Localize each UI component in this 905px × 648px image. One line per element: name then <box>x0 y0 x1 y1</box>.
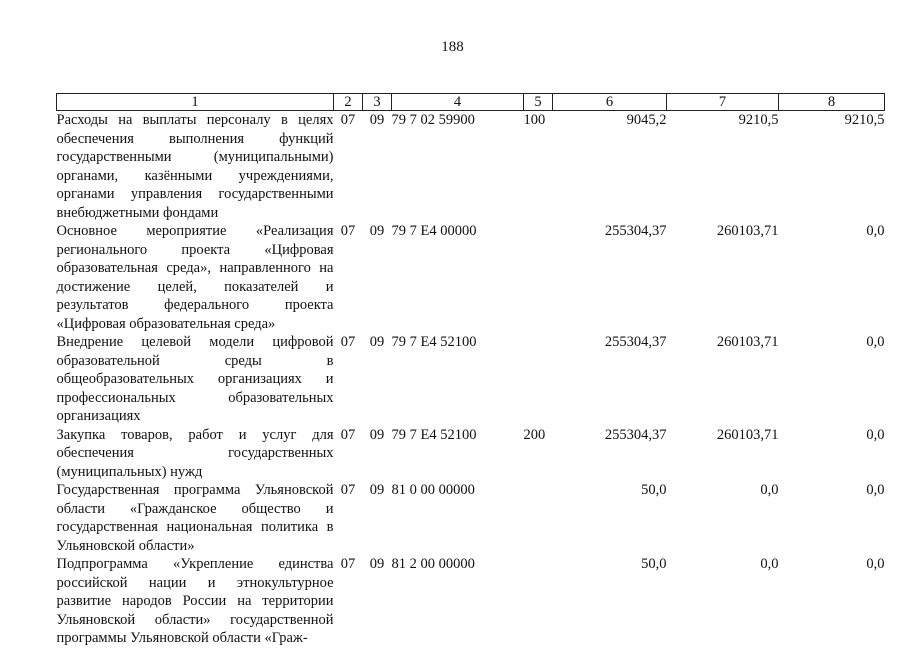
subsection-code: 09 <box>369 482 385 498</box>
page-number: 188 <box>441 39 464 55</box>
amount-col6: 50,0 <box>641 556 667 572</box>
section-code: 07 <box>340 112 356 128</box>
amount-col6: 9045,2 <box>626 112 667 128</box>
subsection-code: 09 <box>369 426 385 443</box>
subsection-code: 09 <box>369 223 385 239</box>
amount-col7: 260103,71 <box>716 334 779 350</box>
row-name: Основное мероприятие «Реализация регионального проекта «Цифровая образовательная среда», направленного на достижение целей, показателей и результатов федерального проекта «Цифровая образовательная среда» <box>56 223 334 332</box>
budget-table <box>56 93 885 648</box>
amount-col7: 260103,71 <box>716 426 779 443</box>
column-header: 6 <box>553 94 667 111</box>
amount-col6: 255304,37 <box>604 334 667 350</box>
target-article-code: 79 7 Е4 52100 <box>391 426 477 443</box>
section-code: 07 <box>340 556 356 572</box>
target-article-code: 79 7 Е4 52100 <box>391 334 477 350</box>
header-row <box>57 94 885 111</box>
amount-col6: 50,0 <box>641 482 667 498</box>
target-article-code: 81 0 00 00000 <box>391 482 475 498</box>
section-code: 07 <box>340 482 356 498</box>
amount-col8: 9210,5 <box>844 112 885 128</box>
row-name: Внедрение целевой модели цифровой образовательной среды в общеобразовательных организациях и профессиональных образовательных организациях <box>56 334 334 424</box>
amount-col8: 0,0 <box>866 426 885 443</box>
target-article-code: 79 7 Е4 00000 <box>391 223 477 239</box>
amount-col8: 0,0 <box>866 223 885 239</box>
section-code: 07 <box>340 426 356 443</box>
amount-col8: 0,0 <box>866 334 885 350</box>
table-row <box>57 333 885 426</box>
subsection-code: 09 <box>369 556 385 572</box>
subsection-code: 09 <box>369 334 385 350</box>
expense-type-code: 100 <box>523 112 546 128</box>
column-header: 2 <box>334 94 363 111</box>
section-code: 07 <box>340 223 356 239</box>
row-name: Подпрограмма «Укрепление единства российской нации и этнокультурное развитие народов России на территории Ульяновской области» государственной программы Ульяновской области «Граж- <box>56 556 334 646</box>
row-name: Расходы на выплаты персоналу в целях обеспечения выполнения функций государственными (муниципальными) органами, казёнными учреждениями, органами управления государственными внебюджетными фондами <box>56 112 334 221</box>
amount-col7: 260103,71 <box>716 223 779 239</box>
column-header: 7 <box>667 94 779 111</box>
amount-col8: 0,0 <box>866 482 885 498</box>
section-code: 07 <box>340 334 356 350</box>
column-header: 4 <box>392 94 524 111</box>
table-row <box>57 222 885 333</box>
subsection-code: 09 <box>369 112 385 128</box>
amount-col6: 255304,37 <box>604 426 667 443</box>
row-name: Государственная программа Ульяновской области «Гражданское общество и государственная национальная политика в Ульяновской области» <box>56 482 334 554</box>
amount-col7: 9210,5 <box>738 112 779 128</box>
expense-type-code: 200 <box>523 426 546 443</box>
target-article-code: 81 2 00 00000 <box>391 556 475 572</box>
row-name: Закупка товаров, работ и услуг для обеспечения государственных (муниципальных) нужд <box>56 426 334 480</box>
table-row <box>57 111 885 223</box>
table-row <box>57 555 885 648</box>
amount-col7: 0,0 <box>760 556 779 572</box>
table-row <box>57 481 885 555</box>
column-header: 8 <box>779 94 885 111</box>
expense-type-code <box>524 555 553 648</box>
table-row <box>57 426 885 482</box>
expense-type-code <box>524 222 553 333</box>
target-article-code: 79 7 02 59900 <box>391 112 475 128</box>
amount-col6: 255304,37 <box>604 223 667 239</box>
amount-col7: 0,0 <box>760 482 779 498</box>
column-header: 1 <box>57 94 334 111</box>
expense-type-code <box>524 333 553 426</box>
expense-type-code <box>524 481 553 555</box>
amount-col8: 0,0 <box>866 556 885 572</box>
column-header: 3 <box>363 94 392 111</box>
column-header: 5 <box>524 94 553 111</box>
